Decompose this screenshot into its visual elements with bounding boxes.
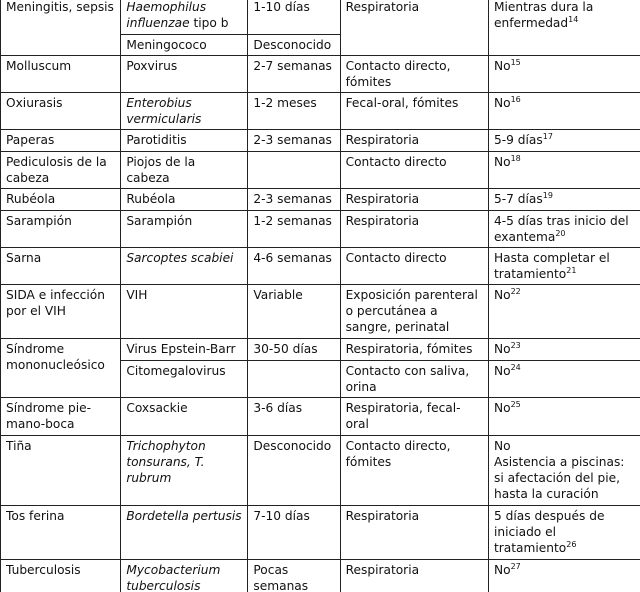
incubation-cell: 4-6 semanas bbox=[248, 248, 340, 285]
transmission-cell: Fecal-oral, fómites bbox=[340, 93, 488, 130]
exclusion-cell bbox=[489, 506, 640, 560]
agent-cell: Rubéola bbox=[121, 189, 248, 211]
exclusion-text: No bbox=[494, 401, 511, 415]
exclusion-cell bbox=[489, 130, 640, 152]
incubation-cell: 3-6 días bbox=[248, 398, 340, 436]
disease-cell: Rubéola bbox=[1, 189, 121, 211]
exclusion-cell bbox=[489, 339, 640, 361]
table-row bbox=[1, 189, 640, 211]
exclusion-text: 4-5 días tras inicio del exantema bbox=[494, 214, 629, 244]
disease-cell: SIDA e infección por el VIH bbox=[1, 285, 121, 339]
transmission-cell: Respiratoria bbox=[340, 560, 488, 592]
transmission-cell: Respiratoria bbox=[340, 506, 488, 560]
transmission-cell: Contacto directo bbox=[340, 152, 488, 189]
table-row bbox=[1, 56, 640, 93]
disease-cell: Tuberculosis bbox=[1, 560, 121, 592]
incubation-cell: 30-50 días bbox=[248, 339, 340, 361]
transmission-cell: Respiratoria bbox=[340, 130, 488, 152]
agent-cell: Meningococo bbox=[121, 35, 248, 56]
exclusion-text: No bbox=[494, 288, 511, 302]
disease-cell: Síndrome pie-mano-boca bbox=[1, 398, 121, 436]
footnote-ref: 26 bbox=[566, 539, 577, 549]
agent-cell: VIH bbox=[121, 285, 248, 339]
disease-cell: Oxiurasis bbox=[1, 93, 121, 130]
table-row bbox=[1, 248, 640, 285]
agent-cell: Trichophyton tonsurans, T. rubrum bbox=[121, 436, 248, 506]
exclusion-cell bbox=[489, 560, 640, 592]
footnote-ref: 20 bbox=[555, 228, 566, 238]
exclusion-cell bbox=[489, 152, 640, 189]
agent-italic: Haemophilus influenzae bbox=[126, 0, 207, 30]
table-row bbox=[1, 506, 640, 560]
footnote-ref: 16 bbox=[510, 94, 521, 104]
transmission-cell: Respiratoria bbox=[340, 211, 488, 248]
table-row bbox=[1, 339, 640, 361]
exclusion-text: No bbox=[494, 364, 511, 378]
exclusion-text: No bbox=[494, 155, 511, 169]
exclusion-text: Mientras dura la enfermedad bbox=[494, 0, 594, 30]
exclusion-text: No bbox=[494, 342, 511, 356]
exclusion-cell bbox=[489, 93, 640, 130]
incubation-cell: 2-3 semanas bbox=[248, 189, 340, 211]
incubation-cell: 2-7 semanas bbox=[248, 56, 340, 93]
agent-cell: Parotiditis bbox=[121, 130, 248, 152]
footnote-ref: 24 bbox=[510, 362, 521, 372]
incubation-cell bbox=[248, 152, 340, 189]
agent-cell: Piojos de la cabeza bbox=[121, 152, 248, 189]
exclusion-text: 5-9 días bbox=[494, 133, 543, 147]
agent-cell: Poxvirus bbox=[121, 56, 248, 93]
agent-cell: Sarampión bbox=[121, 211, 248, 248]
exclusion-text: Hasta completar el tratamiento bbox=[494, 251, 610, 281]
agent-cell: Enterobius vermicularis bbox=[121, 93, 248, 130]
incubation-cell bbox=[248, 361, 340, 398]
footnote-ref: 17 bbox=[542, 131, 553, 141]
incubation-cell: 1-10 días bbox=[248, 0, 340, 35]
exclusion-cell bbox=[489, 285, 640, 339]
disease-cell: Sarna bbox=[1, 248, 121, 285]
footnote-ref: 19 bbox=[542, 190, 553, 200]
exclusion-cell bbox=[489, 189, 640, 211]
disease-cell: Pediculosis de la cabeza bbox=[1, 152, 121, 189]
incubation-cell: 1-2 semanas bbox=[248, 211, 340, 248]
agent-cell: Virus Epstein-Barr bbox=[121, 339, 248, 361]
exclusion-text: No bbox=[494, 96, 511, 110]
incubation-cell: Desconocido bbox=[248, 35, 340, 56]
incubation-cell: 7-10 días bbox=[248, 506, 340, 560]
table-row bbox=[1, 152, 640, 189]
agent-cell: Coxsackie bbox=[121, 398, 248, 436]
footnote-ref: 25 bbox=[510, 399, 521, 409]
disease-cell: Síndrome mononucleósico bbox=[1, 339, 121, 398]
footnote-ref: 22 bbox=[510, 286, 521, 296]
footnote-ref: 14 bbox=[568, 14, 579, 24]
exclusion-text: No bbox=[494, 563, 511, 577]
disease-cell: Paperas bbox=[1, 130, 121, 152]
footnote-ref: 23 bbox=[510, 340, 521, 350]
transmission-cell: Contacto directo bbox=[340, 248, 488, 285]
table-row bbox=[1, 285, 640, 339]
agent-cell: Citomegalovirus bbox=[121, 361, 248, 398]
table-row bbox=[1, 436, 640, 506]
footnote-ref: 21 bbox=[566, 265, 577, 275]
transmission-cell: Respiratoria bbox=[340, 189, 488, 211]
transmission-cell: Contacto directo, fómites bbox=[340, 436, 488, 506]
transmission-cell: Contacto directo, fómites bbox=[340, 56, 488, 93]
disease-cell: Sarampión bbox=[1, 211, 121, 248]
table-row bbox=[1, 211, 640, 248]
transmission-cell: Respiratoria, fecal-oral bbox=[340, 398, 488, 436]
table-row bbox=[1, 93, 640, 130]
agent-cell: Bordetella pertusis bbox=[121, 506, 248, 560]
exclusion-cell bbox=[489, 248, 640, 285]
exclusion-cell bbox=[489, 398, 640, 436]
agent-cell bbox=[121, 0, 248, 35]
transmission-cell: Respiratoria, fómites bbox=[340, 339, 488, 361]
transmission-cell: Exposición parenteral o percutánea a sangre, perinatal bbox=[340, 285, 488, 339]
incubation-cell: 1-2 meses bbox=[248, 93, 340, 130]
table-row bbox=[1, 0, 640, 35]
transmission-cell: Respiratoria bbox=[340, 0, 488, 56]
incubation-cell: Pocas semanas bbox=[248, 560, 340, 592]
agent-cell: Mycobacterium tuberculosis bbox=[121, 560, 248, 592]
exclusion-cell bbox=[489, 436, 640, 506]
transmission-cell: Contacto con saliva, orina bbox=[340, 361, 488, 398]
incubation-cell: 2-3 semanas bbox=[248, 130, 340, 152]
disease-cell: Molluscum bbox=[1, 56, 121, 93]
table-row bbox=[1, 560, 640, 592]
disease-cell: Tos ferina bbox=[1, 506, 121, 560]
exclusion-text: Asistencia a piscinas: si afectación del pie, hasta la curación bbox=[494, 455, 625, 501]
exclusion-cell bbox=[489, 361, 640, 398]
footnote-ref: 18 bbox=[510, 153, 521, 163]
exclusion-cell bbox=[489, 56, 640, 93]
agent-suffix: tipo b bbox=[189, 16, 229, 30]
incubation-cell: Variable bbox=[248, 285, 340, 339]
exclusion-text: No bbox=[494, 59, 511, 73]
footnote-ref: 15 bbox=[510, 57, 521, 67]
table-row bbox=[1, 130, 640, 152]
exclusion-text: 5-7 días bbox=[494, 192, 543, 206]
incubation-cell: Desconocido bbox=[248, 436, 340, 506]
exclusion-text: No bbox=[494, 439, 511, 453]
disease-cell: Tiña bbox=[1, 436, 121, 506]
exclusion-text: 5 días después de iniciado el tratamiento bbox=[494, 509, 605, 555]
agent-cell: Sarcoptes scabiei bbox=[121, 248, 248, 285]
exclusion-cell bbox=[489, 0, 640, 56]
exclusion-cell bbox=[489, 211, 640, 248]
disease-cell: Meningitis, sepsis bbox=[1, 0, 121, 56]
table-row bbox=[1, 398, 640, 436]
footnote-ref: 27 bbox=[510, 561, 521, 571]
